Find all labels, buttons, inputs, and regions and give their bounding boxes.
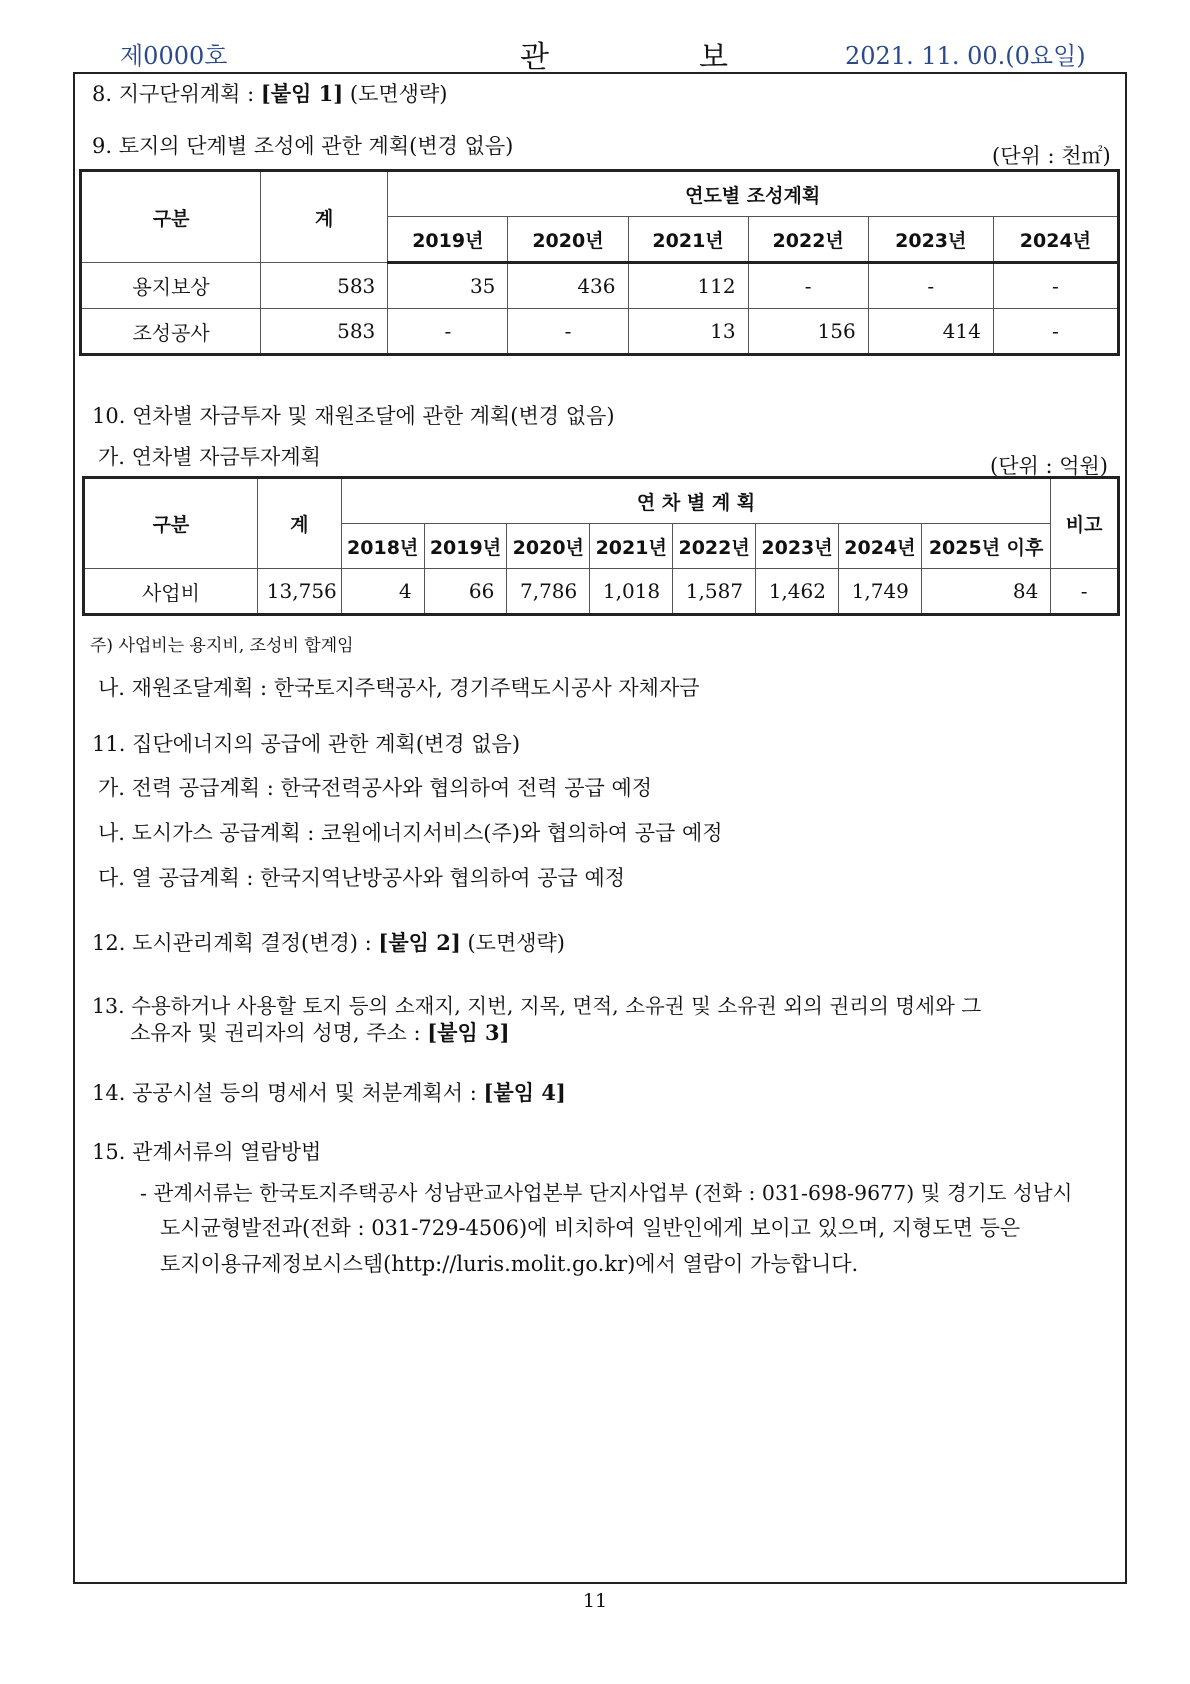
header-year: 2019년	[388, 217, 508, 263]
table-row: 조성공사 583 - - 13 156 414 -	[81, 309, 1119, 355]
section-11-title: 11. 집단에너지의 공급에 관한 계획(변경 없음)	[92, 732, 521, 756]
attachment-3: [붙임 3]	[427, 1020, 510, 1045]
investment-plan-table	[82, 476, 1120, 616]
land-development-table	[79, 169, 1120, 356]
page-header	[0, 32, 1190, 75]
header-year: 2021년	[628, 217, 748, 263]
header-category: 구분	[84, 478, 258, 569]
section-13-line-1: 13. 수용하거나 사용할 토지 등의 소재지, 지번, 지목, 면적, 소유권 및 소유권 외의 권리의 명세와 그	[92, 994, 982, 1018]
attachment-2: [붙임 2]	[378, 930, 461, 955]
attachment-4: [붙임 4]	[483, 1080, 566, 1105]
section-8: 8. 지구단위계획 : [붙임 1] (도면생략)	[92, 81, 448, 106]
table-row: 용지보상 583 35 436 112 - - -	[81, 263, 1119, 309]
page-number: 11	[582, 1590, 608, 1612]
header-year: 2023년	[756, 524, 839, 569]
section-12: 12. 도시관리계획 결정(변경) : [붙임 2] (도면생략)	[92, 930, 566, 955]
section-10-sub-a: 가. 연차별 자금투자계획	[98, 445, 321, 469]
section-10-title: 10. 연차별 자금투자 및 재원조달에 관한 계획(변경 없음)	[92, 404, 615, 428]
header-annual-plan: 연 차 별 계 획	[341, 478, 1051, 524]
section-14: 14. 공공시설 등의 명세서 및 처분계획서 : [붙임 4]	[92, 1080, 566, 1105]
section-15-line-1: - 관계서류는 한국토지주택공사 성남판교사업본부 단지사업부 (전화 : 031-698-9677) 및 경기도 성남시	[140, 1181, 1073, 1205]
header-total: 계	[261, 171, 388, 263]
header-year: 2020년	[507, 524, 590, 569]
section-9-unit: (단위 : 천㎡)	[992, 144, 1111, 168]
section-13-line-2: 소유자 및 권리자의 성명, 주소 : [붙임 3]	[130, 1020, 510, 1045]
attachment-1: [붙임 1]	[260, 81, 344, 106]
header-year: 2025년 이후	[921, 524, 1050, 569]
header-year: 2023년	[868, 217, 993, 263]
issue-date: 2021. 11. 00.(0요일)	[845, 42, 1086, 70]
gazette-title: 관보	[520, 40, 878, 75]
table-row: 사업비 13,756 4 66 7,786 1,018 1,587 1,462 1,749 84 -	[84, 569, 1119, 615]
header-year: 2022년	[673, 524, 756, 569]
section-9-title: 9. 토지의 단계별 조성에 관한 계획(변경 없음)	[92, 134, 514, 158]
section-11-item: 나. 도시가스 공급계획 : 코원에너지서비스(주)와 협의하여 공급 예정	[98, 821, 723, 845]
section-10-unit: (단위 : 억원)	[990, 454, 1108, 478]
header-year: 2019년	[424, 524, 507, 569]
issue-number: 제0000호	[120, 42, 228, 70]
section-10-sub-b: 나. 재원조달계획 : 한국토지주택공사, 경기주택도시공사 자체자금	[98, 676, 700, 700]
table-note: 주) 사업비는 용지비, 조성비 합계임	[90, 636, 354, 656]
section-11-item: 다. 열 공급계획 : 한국지역난방공사와 협의하여 공급 예정	[98, 866, 626, 890]
header-year: 2024년	[838, 524, 921, 569]
header-remark: 비고	[1051, 478, 1119, 569]
header-year: 2022년	[748, 217, 868, 263]
section-15-line-2: 도시균형발전과(전화 : 031-729-4506)에 비치하여 일반인에게 보이고 있으며, 지형도면 등은	[160, 1216, 1021, 1240]
header-year: 2020년	[508, 217, 628, 263]
section-11-item: 가. 전력 공급계획 : 한국전력공사와 협의하여 전력 공급 예정	[98, 776, 653, 800]
section-15-line-3: 토지이용규제정보시스템(http://luris.molit.go.kr)에서 열람이 가능합니다.	[160, 1252, 859, 1276]
header-category: 구분	[81, 171, 261, 263]
header-year: 2021년	[590, 524, 673, 569]
header-year: 2018년	[341, 524, 424, 569]
header-yearly-plan: 연도별 조성계획	[388, 171, 1119, 217]
header-year: 2024년	[993, 217, 1118, 263]
header-total: 계	[257, 478, 341, 569]
section-15-title: 15. 관계서류의 열람방법	[92, 1140, 322, 1164]
